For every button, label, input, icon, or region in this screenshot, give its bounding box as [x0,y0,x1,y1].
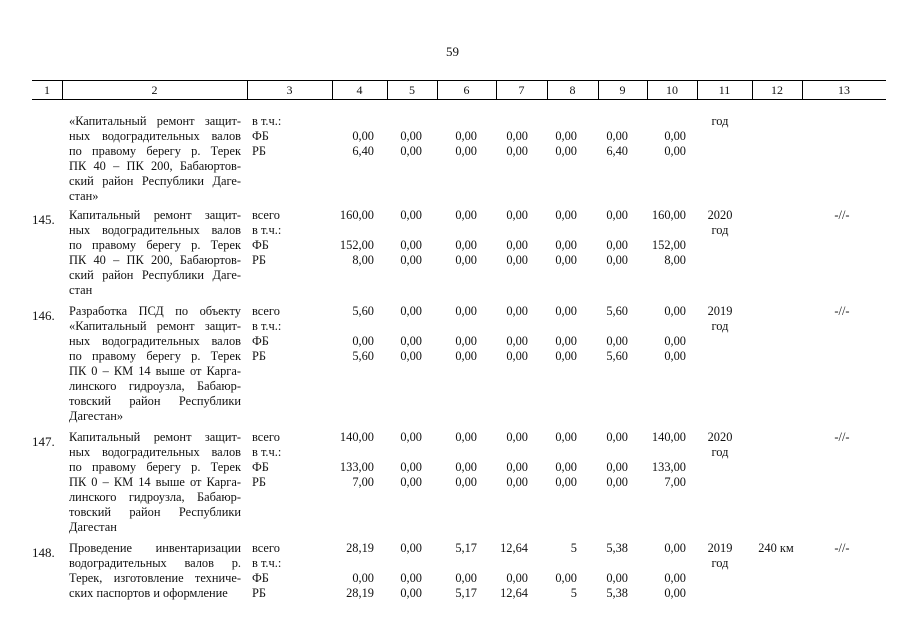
cell-line: 0,00 [506,129,528,143]
cell-line: год [711,556,729,570]
cell-line: 133,00 [339,460,374,474]
cell-line: год [711,445,729,459]
cell-c8 [534,304,577,364]
cell-line [320,114,374,129]
cell-line: 240 км [758,541,794,555]
description-line: стан [69,283,93,297]
table-header [32,80,886,100]
cell-line: 0,00 [455,304,477,318]
description-line: по правому берегу р. Терек [69,349,241,363]
cell-c8 [534,208,577,268]
cell-line: 0,00 [506,238,528,252]
cell-line: 0,00 [455,334,477,348]
cell-line [483,556,528,571]
cell-line: 5,60 [606,304,628,318]
cell-c8 [534,114,577,159]
cell-line [633,223,686,238]
cell-c4 [320,430,374,490]
cell-c6 [432,114,477,159]
cell-c6 [432,541,477,601]
cell-line: 5,38 [606,541,628,555]
cell-c7 [483,114,528,159]
cell-c11 [694,430,746,460]
cell-line [583,114,628,129]
column-header-4: 4 [356,83,363,97]
cell-line: 0,00 [455,430,477,444]
description-line: линского гидроузла, Бабаюр- [69,490,241,504]
cell-line [380,556,422,571]
cell-c10 [633,208,686,268]
cell-line: 0,00 [606,253,628,267]
cell-c6 [432,430,477,490]
cell-line: 0,00 [455,208,477,222]
cell-c10 [633,541,686,601]
cell-c10 [633,114,686,159]
cell-c6 [432,208,477,268]
cell-line: 0,00 [664,541,686,555]
cell-line [483,114,528,129]
cell-line: 0,00 [506,475,528,489]
cell-line: 0,00 [555,334,577,348]
cell-line [320,319,374,334]
cell-c5 [380,541,422,601]
cell-line: 0,00 [555,475,577,489]
cell-line: 0,00 [664,304,686,318]
cell-line: 5 [570,586,577,600]
cell-c9 [583,304,628,364]
cell-line: 0,00 [400,430,422,444]
cell-line: в т.ч.: [252,445,282,459]
cell-line: 8,00 [352,253,374,267]
cell-src [252,541,302,601]
cell-line: 5,60 [606,349,628,363]
description-line: водоградительных валов р. [69,556,241,570]
cell-line [633,556,686,571]
description-line: товский район Республики [69,505,241,519]
cell-line: всего [252,208,280,222]
cell-line: в т.ч.: [252,319,282,333]
cell-line: 0,00 [555,208,577,222]
cell-line: 0,00 [606,334,628,348]
description-line: по правому берегу р. Терек [69,460,241,474]
cell-line: -//- [834,304,850,318]
cell-line: 0,00 [455,475,477,489]
cell-line [583,445,628,460]
description-line: ский район Республики Даге- [69,174,241,188]
column-header-2: 2 [151,83,158,97]
description-line: «Капитальный ремонт защит- [69,319,241,333]
cell-line: 0,00 [352,571,374,585]
cell-line: РБ [252,253,267,267]
cell-line [320,556,374,571]
cell-line: 0,00 [352,129,374,143]
cell-c9 [583,114,628,159]
cell-line: 2020 [707,430,733,444]
description-line: ных водоградительных валов [69,334,241,348]
cell-line: 0,00 [555,238,577,252]
cell-line: 0,00 [400,304,422,318]
column-header-5: 5 [409,83,415,97]
cell-line: 0,00 [606,238,628,252]
cell-line: 2019 [707,304,733,318]
cell-line: 0,00 [606,430,628,444]
column-header-3: 3 [286,83,293,97]
cell-line: год [711,114,729,128]
column-header-12: 12 [771,83,783,97]
cell-line: ФБ [252,238,269,252]
cell-line: 0,00 [400,334,422,348]
cell-line: 160,00 [339,208,374,222]
column-header-11: 11 [718,83,731,97]
cell-line: 0,00 [664,129,686,143]
cell-c5 [380,304,422,364]
cell-line [583,223,628,238]
cell-num: 148. [32,545,55,560]
description-line: ных водоградительных валов [69,223,241,237]
cell-line: 5,60 [352,304,374,318]
cell-num: 147. [32,434,55,449]
description-line: ских паспортов и оформление [69,586,228,600]
cell-c13 [810,304,874,319]
cell-line: 0,00 [400,253,422,267]
description-line: Капитальный ремонт защит- [69,208,241,222]
cell-desc [69,114,241,204]
cell-src [252,114,302,159]
description-line: ПК 40 – ПК 200, Бабаюртов- [69,253,241,267]
cell-line: 0,00 [400,129,422,143]
cell-line: 0,00 [555,253,577,267]
cell-line [432,556,477,571]
column-header-6: 6 [463,83,470,97]
cell-line: РБ [252,349,267,363]
description-line: ПК 0 – КМ 14 выше от Карга- [69,364,241,378]
cell-line [483,445,528,460]
cell-line: 0,00 [400,238,422,252]
cell-line: 0,00 [506,253,528,267]
description-line: ных водоградительных валов [69,445,241,459]
cell-line: 160,00 [651,208,686,222]
cell-line: 0,00 [506,208,528,222]
column-header-1: 1 [44,83,50,97]
cell-line: 5,17 [455,541,477,555]
cell-c7 [483,304,528,364]
cell-line: 0,00 [455,129,477,143]
cell-line: 0,00 [400,586,422,600]
cell-num: 145. [32,212,55,227]
cell-line: ФБ [252,460,269,474]
cell-line: в т.ч.: [252,223,282,237]
cell-c7 [483,541,528,601]
cell-line: 8,00 [664,253,686,267]
column-header-13: 13 [838,83,850,97]
cell-line: 5,38 [606,586,628,600]
cell-line: всего [252,541,280,555]
cell-line: 0,00 [555,304,577,318]
description-line: по правому берегу р. Терек [69,238,241,252]
cell-c11 [694,541,746,571]
page-number-text: 59 [446,44,459,59]
cell-line [432,445,477,460]
cell-line [583,556,628,571]
cell-src [252,208,302,268]
cell-line: ФБ [252,334,269,348]
cell-line: 0,00 [606,129,628,143]
cell-line: РБ [252,144,267,158]
cell-line: 0,00 [506,144,528,158]
cell-desc [69,208,241,298]
cell-c11 [694,304,746,334]
cell-line [483,223,528,238]
description-line: ных водоградительных валов [69,129,241,143]
cell-c8 [534,541,577,601]
cell-line: 0,00 [352,334,374,348]
column-header-8: 8 [569,83,576,97]
cell-c4 [320,541,374,601]
cell-line: -//- [834,208,850,222]
cell-line: 0,00 [606,208,628,222]
cell-line: 6,40 [352,144,374,158]
cell-line: 0,00 [664,349,686,363]
cell-desc [69,304,241,424]
description-line: по правому берегу р. Терек [69,144,241,158]
cell-c7 [483,430,528,490]
cell-line: 0,00 [555,129,577,143]
cell-c4 [320,304,374,364]
cell-line: 0,00 [455,253,477,267]
cell-line: 12,64 [500,541,528,555]
cell-line: 0,00 [606,475,628,489]
cell-line: 0,00 [455,238,477,252]
cell-line [483,319,528,334]
page-number [446,44,459,60]
cell-c4 [320,114,374,159]
cell-line: 140,00 [651,430,686,444]
cell-line: РБ [252,475,267,489]
description-line: Дагестан [69,520,117,534]
cell-line [633,319,686,334]
cell-line: 7,00 [352,475,374,489]
cell-line: 0,00 [455,460,477,474]
cell-line [534,319,577,334]
cell-c13 [810,208,874,223]
cell-c8 [534,430,577,490]
description-line: Проведение инвентаризации [69,541,241,555]
cell-c11 [694,208,746,238]
cell-line: 0,00 [400,541,422,555]
cell-line: 0,00 [400,571,422,585]
cell-line: 0,00 [455,349,477,363]
cell-line: 0,00 [555,571,577,585]
cell-line [534,114,577,129]
cell-line: 0,00 [400,460,422,474]
cell-line: 0,00 [455,571,477,585]
cell-line: 28,19 [346,586,374,600]
cell-line: 28,19 [346,541,374,555]
description-line: ский район Республики Даге- [69,268,241,282]
cell-line: ФБ [252,129,269,143]
cell-line: 0,00 [555,430,577,444]
cell-line: 0,00 [400,144,422,158]
cell-c13 [810,541,874,556]
description-line: «Капитальный ремонт защит- [69,114,241,128]
cell-c13 [810,430,874,445]
cell-line: 152,00 [339,238,374,252]
cell-line [380,445,422,460]
description-line: Капитальный ремонт защит- [69,430,241,444]
cell-line: 0,00 [506,304,528,318]
cell-line: -//- [834,541,850,555]
cell-line: 6,40 [606,144,628,158]
cell-line: 0,00 [664,144,686,158]
cell-line: 133,00 [651,460,686,474]
cell-line: 0,00 [606,571,628,585]
cell-line [432,319,477,334]
cell-line: 7,00 [664,475,686,489]
cell-c9 [583,541,628,601]
cell-line: год [711,319,729,333]
column-header-7: 7 [518,83,525,97]
cell-line: 0,00 [455,144,477,158]
cell-line: -//- [834,430,850,444]
cell-line [380,223,422,238]
cell-line: 0,00 [506,571,528,585]
cell-line: в т.ч.: [252,556,282,570]
column-header-10: 10 [666,83,678,97]
cell-c5 [380,208,422,268]
cell-line: 140,00 [339,430,374,444]
cell-line [320,445,374,460]
cell-line: 0,00 [506,349,528,363]
cell-c12 [752,541,800,556]
cell-line: 0,00 [664,586,686,600]
cell-line: 5 [570,541,577,555]
cell-c6 [432,304,477,364]
cell-line: всего [252,430,280,444]
cell-line: 2020 [707,208,733,222]
cell-line: 0,00 [555,460,577,474]
cell-num: 146. [32,308,55,323]
description-line: ПК 40 – ПК 200, Бабаюртов- [69,159,241,173]
description-line: стан» [69,189,99,203]
description-line: товский район Республики [69,394,241,408]
cell-line [432,114,477,129]
cell-desc [69,541,241,601]
cell-line: 0,00 [506,430,528,444]
cell-line: 5,60 [352,349,374,363]
cell-line [583,319,628,334]
column-header-9: 9 [619,83,626,97]
cell-line: всего [252,304,280,318]
cell-c5 [380,114,422,159]
cell-src [252,304,302,364]
cell-line: 0,00 [664,334,686,348]
cell-line [320,223,374,238]
cell-line: 0,00 [400,349,422,363]
cell-line: 0,00 [400,475,422,489]
cell-line [534,445,577,460]
cell-c4 [320,208,374,268]
cell-line: 2019 [707,541,733,555]
description-line: линского гидроузла, Бабаюр- [69,379,241,393]
cell-line: 5,17 [455,586,477,600]
cell-line [633,114,686,129]
cell-line: 0,00 [555,144,577,158]
cell-line [534,556,577,571]
cell-line: год [711,223,729,237]
cell-c5 [380,430,422,490]
cell-line: 0,00 [664,571,686,585]
cell-line: в т.ч.: [252,114,282,128]
cell-line: ФБ [252,571,269,585]
cell-line: 0,00 [400,208,422,222]
cell-c9 [583,208,628,268]
description-line: Разработка ПСД по объекту [69,304,241,318]
cell-line [380,319,422,334]
cell-line: 0,00 [555,349,577,363]
cell-c7 [483,208,528,268]
description-line: ПК 0 – КМ 14 выше от Карга- [69,475,241,489]
description-line: Терек, изготовление техниче- [69,571,241,585]
cell-c10 [633,304,686,364]
cell-c10 [633,430,686,490]
cell-line: 0,00 [506,460,528,474]
cell-src [252,430,302,490]
cell-c9 [583,430,628,490]
cell-line [633,445,686,460]
cell-line: РБ [252,586,267,600]
cell-line [432,223,477,238]
cell-line: 0,00 [506,334,528,348]
description-line: Дагестан» [69,409,124,423]
cell-line: 12,64 [500,586,528,600]
cell-line: 152,00 [651,238,686,252]
cell-line [534,223,577,238]
cell-line [380,114,422,129]
cell-line: 0,00 [606,460,628,474]
cell-c11 [694,114,746,129]
cell-desc [69,430,241,535]
